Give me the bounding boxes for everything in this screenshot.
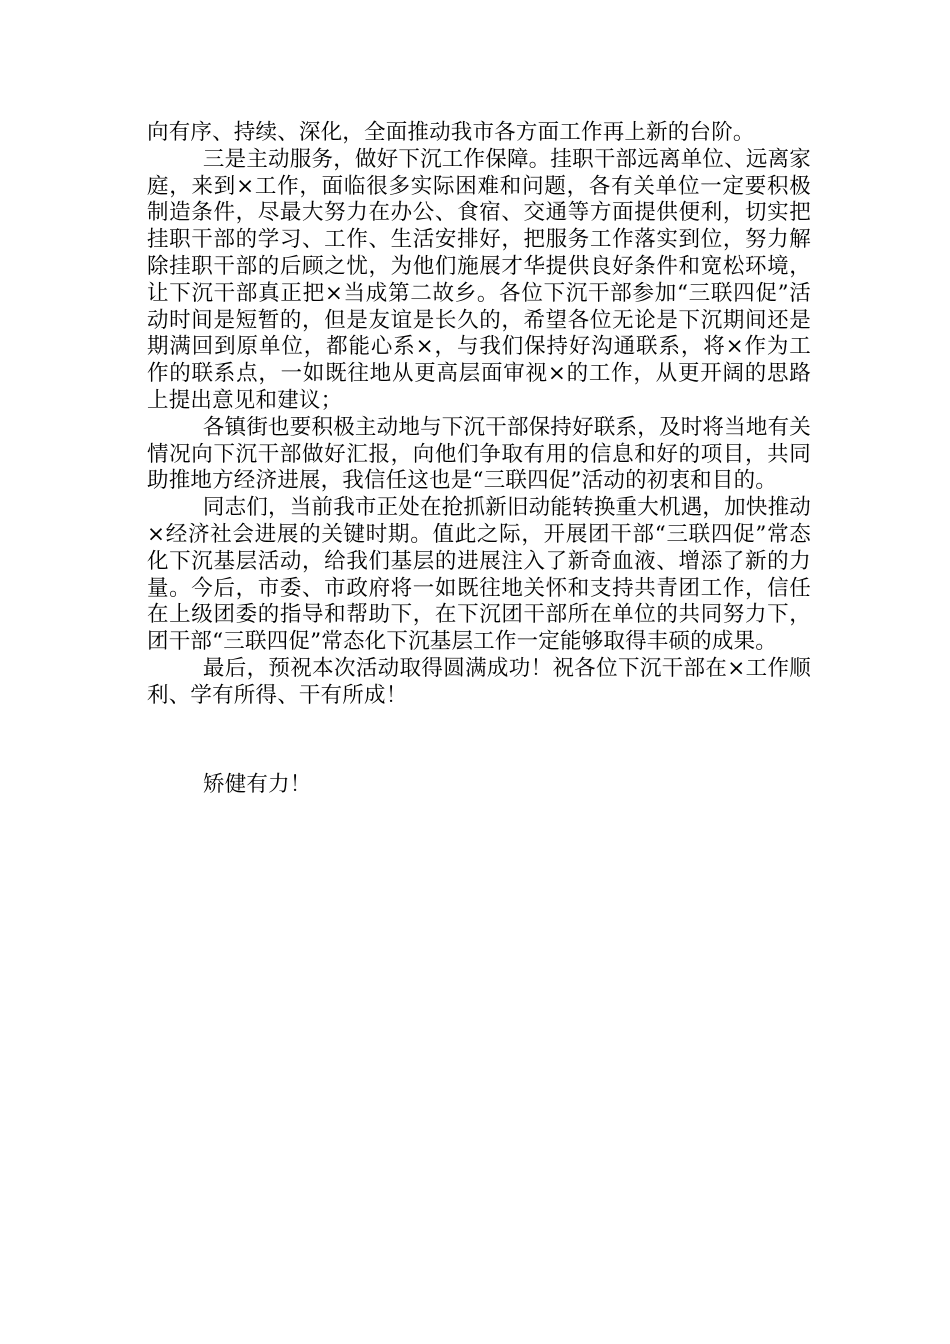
paragraph-1: 向有序、持续、深化，全面推动我市各方面工作再上新的台阶。 — [147, 120, 755, 145]
paragraph-5: 最后，预祝本次活动取得圆满成功！祝各位下沉干部在×工作顺利、学有所得、干有所成！ — [147, 655, 811, 708]
paragraph-2: 三是主动服务，做好下沉工作保障。挂职干部远离单位、远离家庭，来到×工作，面临很多实际困难和问题，各有关单位一定要积极制造条件，尽最大努力在办公、食宿、交通等方面提供便利，切实把挂职干部的学习、工作、生活安排好，把服务工作落实到位，努力解除挂职干部的后顾之忧，为他们施展才华提供良好条件和宽松环境，让下沉干部真正把×当成第二故乡。各位下沉干部参加“三联四促”活动时间是短暂的，但是友谊是长久的，希望各位无论是下沉期间还是期满回到原单位，都能心系×，与我们保持好沟通联系，将×作为工作的联系点，一如既往地从更高层面审视×的工作，从更开阔的思路上提出意见和建议； — [147, 146, 811, 413]
document-body — [147, 120, 811, 710]
closing-line: 矫健有力！ — [203, 772, 312, 797]
paragraph-3: 各镇街也要积极主动地与下沉干部保持好联系，及时将当地有关情况向下沉干部做好汇报，向他们争取有用的信息和好的项目，共同助推地方经济进展，我信任这也是“三联四促”活动的初衷和目的。 — [147, 414, 811, 494]
paragraph-4: 同志们，当前我市正处在抢抓新旧动能转换重大机遇，加快推动×经济社会进展的关键时期。值此之际，开展团干部“三联四促”常态化下沉基层活动，给我们基层的进展注入了新奇血液、增添了新的力量。今后，市委、市政府将一如既往地关怀和支持共青团工作，信任在上级团委的指导和帮助下，在下沉团干部所在单位的共同努力下，团干部“三联四促”常态化下沉基层工作一定能够取得丰硕的成果。 — [147, 495, 811, 655]
